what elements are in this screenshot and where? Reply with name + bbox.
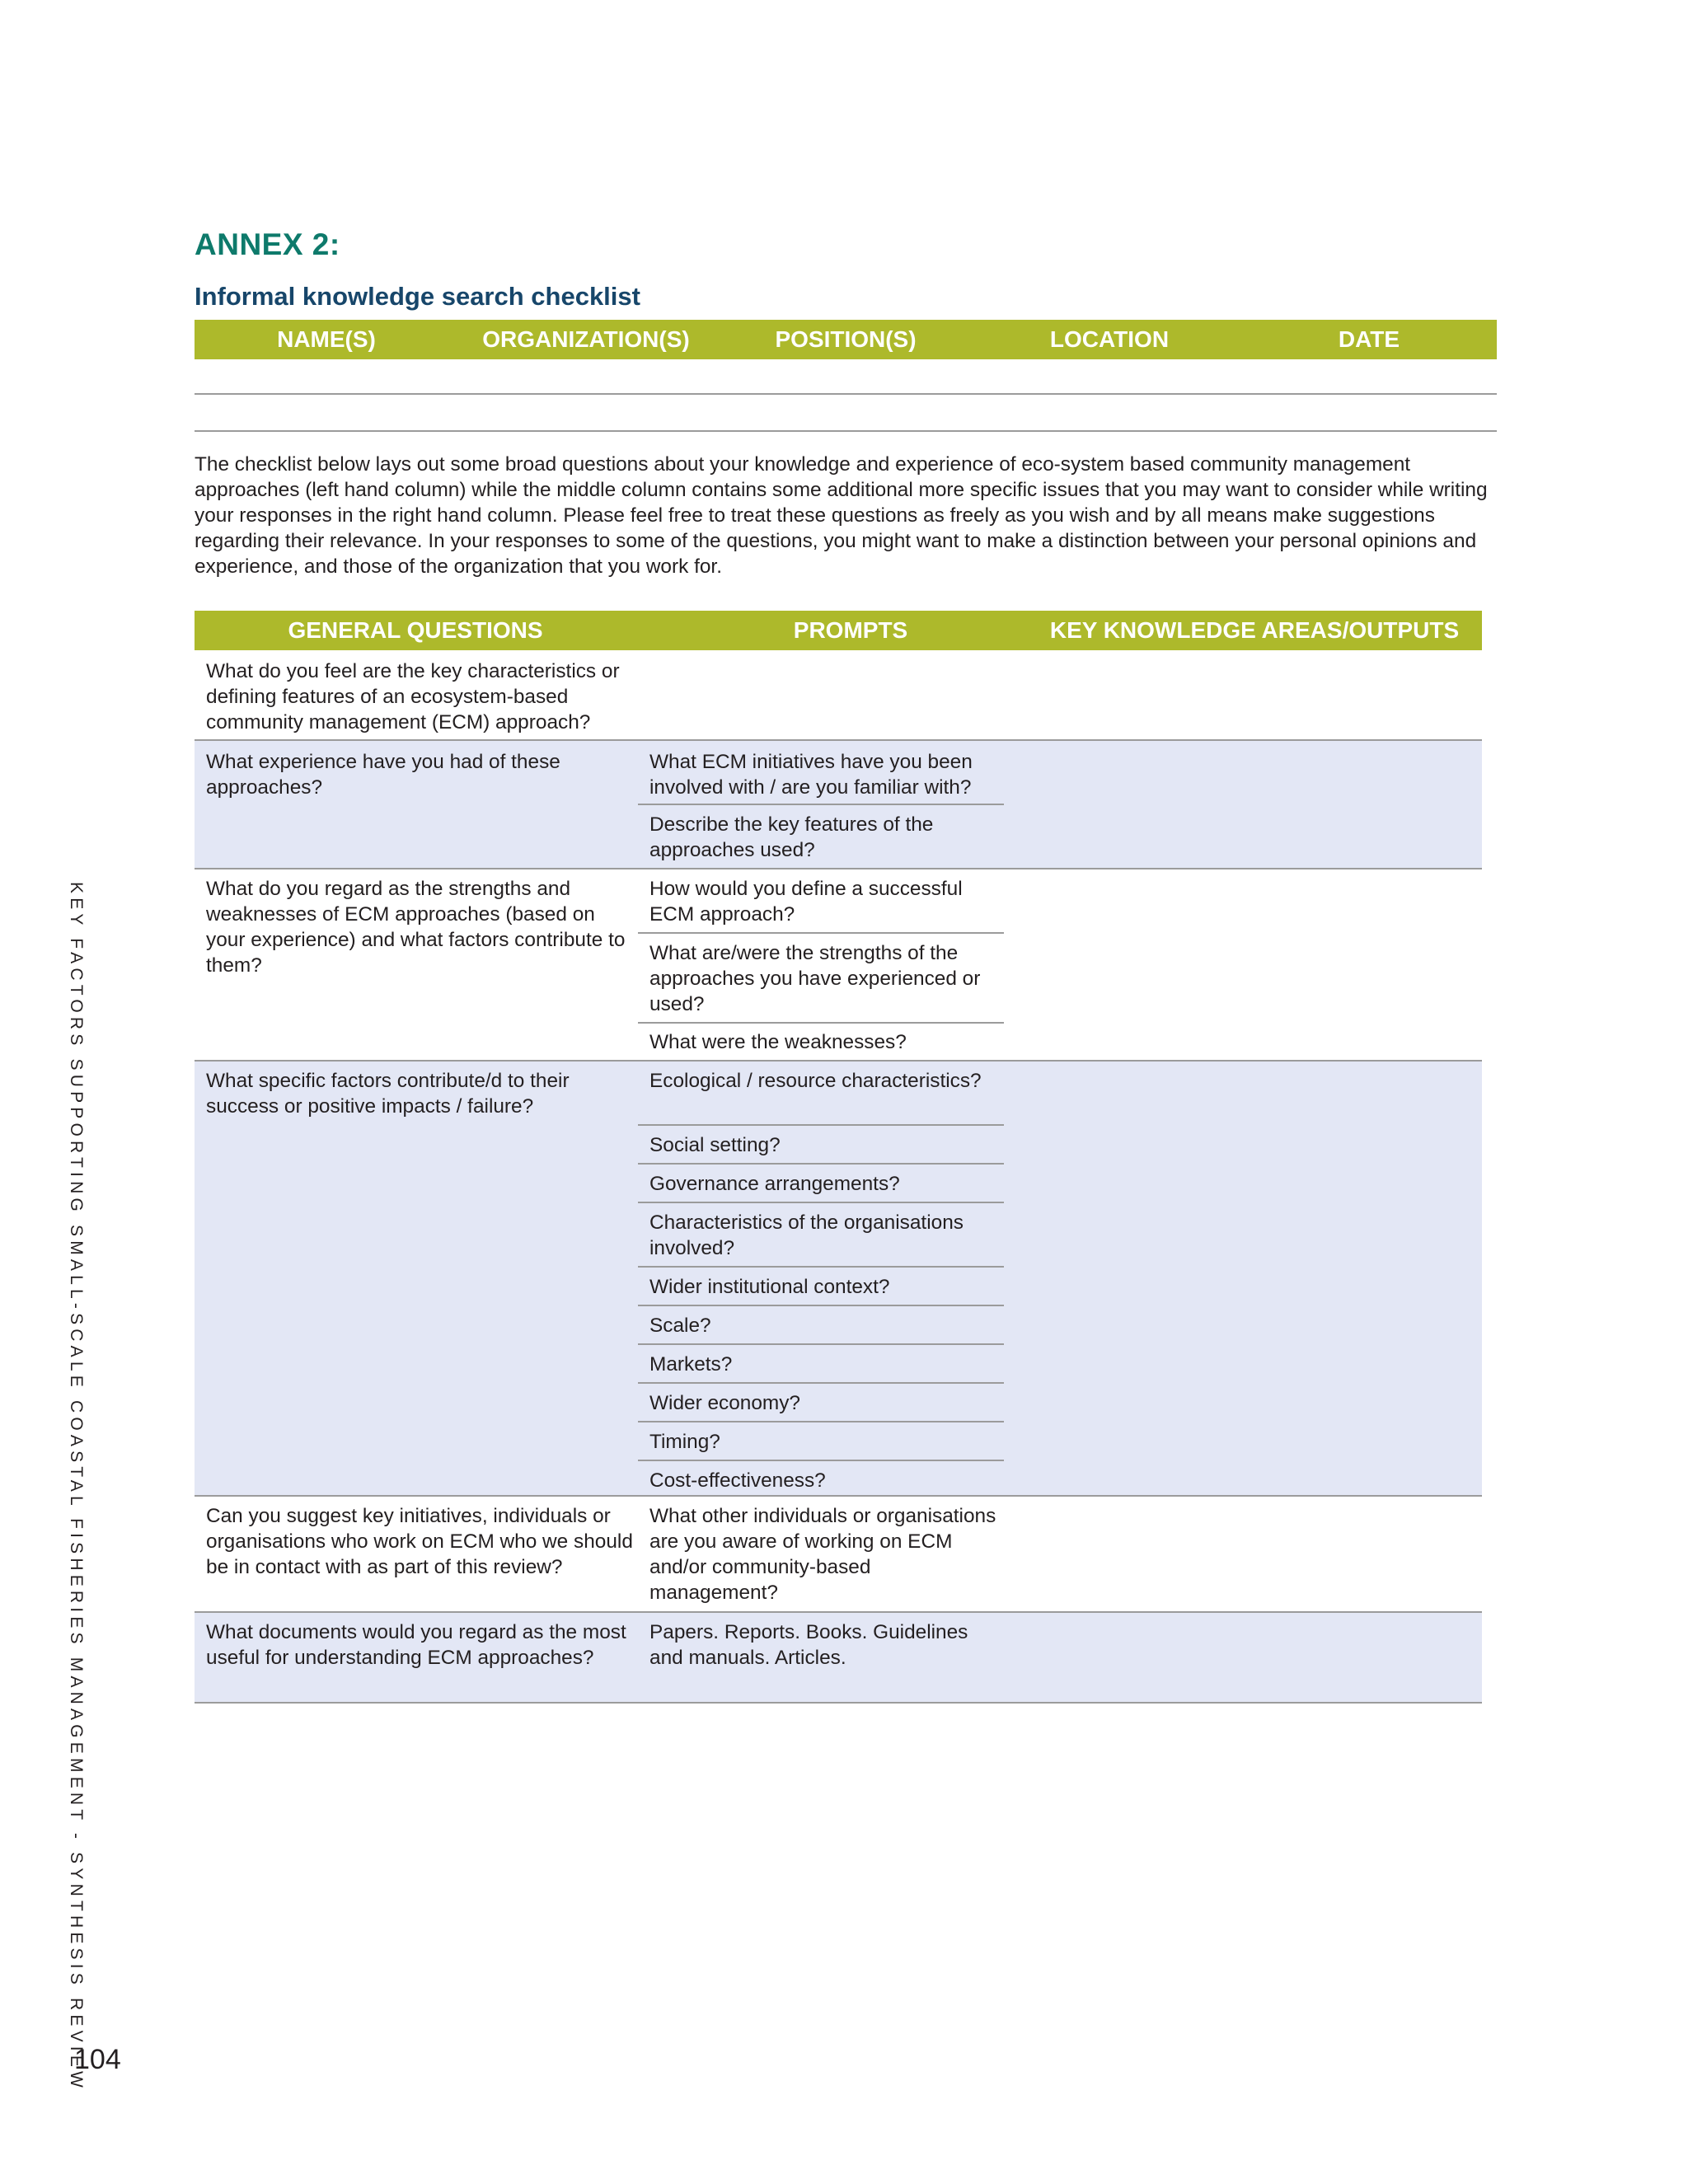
question-text: What specific factors contribute/d to their success or positive impacts / failure? — [206, 1070, 570, 1118]
table-row — [195, 869, 1482, 1062]
info-column-names: NAME(S) — [277, 326, 376, 352]
table-row — [195, 1497, 1482, 1613]
question-text: What do you regard as the strengths and weaknesses of ECM approaches (based on your experience) and what factors contribute to them? — [206, 878, 626, 977]
prompt-item: What ECM initiatives have you been involved with / are you familiar with? — [638, 741, 1004, 805]
running-side-title: KEY FACTORS SUPPORTING SMALL-SCALE COASTAL FISHERIES MANAGEMENT - SYNTHESIS REVIEW — [67, 882, 86, 2093]
info-header-bar — [195, 320, 1497, 359]
table-row — [195, 1062, 1482, 1497]
questions-header-bar — [195, 611, 1482, 650]
question-text: What experience have you had of these approaches? — [206, 751, 560, 799]
question-text: What do you feel are the key characteristics or defining features of an ecosystem-based community management (ECM) approach? — [206, 660, 620, 733]
question-text: What documents would you regard as the most useful for understanding ECM approaches? — [206, 1621, 626, 1669]
table-row — [195, 1613, 1482, 1704]
prompt-item: Cost-effectiveness? — [649, 1469, 826, 1492]
prompt-item: Characteristics of the organisations involved? — [638, 1203, 1004, 1268]
checklist-title: Informal knowledge search checklist — [195, 282, 640, 311]
prompt-item: Scale? — [638, 1306, 1004, 1345]
prompt-item: Markets? — [638, 1345, 1004, 1384]
prompt-item: Timing? — [638, 1422, 1004, 1461]
info-column-location: LOCATION — [1049, 326, 1170, 352]
table-row — [195, 741, 1482, 869]
page-number: 104 — [74, 2044, 121, 2075]
info-entry-line-1 — [195, 393, 1497, 395]
prompt-item: Social setting? — [638, 1126, 1004, 1165]
prompt-item: Ecological / resource characteristics? — [638, 1062, 1004, 1126]
prompt-item: What other individuals or organisations are you aware of working on ECM and/or community-based management? — [649, 1505, 996, 1604]
info-column-positions: POSITION(S) — [775, 326, 917, 352]
question-text: Can you suggest key initiatives, individuals or organisations who work on ECM who we should be in contact with as part of this review? — [206, 1505, 633, 1578]
info-column-date: DATE — [1338, 326, 1400, 352]
column-key-knowledge: KEY KNOWLEDGE AREAS/OUTPUTS — [1049, 617, 1460, 643]
annex-title: ANNEX 2: — [195, 227, 340, 261]
prompt-item: Governance arrangements? — [638, 1165, 1004, 1203]
prompt-item: Wider institutional context? — [638, 1268, 1004, 1306]
prompt-item: How would you define a successful ECM approach? — [638, 869, 1004, 934]
prompt-item: Wider economy? — [638, 1384, 1004, 1422]
info-entry-line-2 — [195, 430, 1497, 432]
prompt-item: Describe the key features of the approaches used? — [649, 813, 934, 861]
column-general-questions: GENERAL QUESTIONS — [288, 617, 543, 643]
table-row — [195, 650, 1482, 741]
intro-paragraph: The checklist below lays out some broad questions about your knowledge and experience of eco-system based community management approaches (left hand column) while the middle column contains some additional more specific issues that you may want to consider while writing your responses in the right hand column. Please feel free to treat these questions as freely as you wish and by all means make suggestions regarding their relevance. In your responses to some of the questions, you might want to make a distinction between your personal opinions and experience, and those of the organization that you work for. — [195, 453, 1488, 578]
column-prompts: PROMPTS — [793, 617, 908, 643]
prompt-item: What were the weaknesses? — [649, 1031, 907, 1053]
prompt-item: What are/were the strengths of the approaches you have experienced or used? — [638, 934, 1004, 1024]
info-column-organizations: ORGANIZATION(S) — [482, 326, 690, 352]
prompt-item: Papers. Reports. Books. Guidelines and manuals. Articles. — [649, 1621, 968, 1669]
